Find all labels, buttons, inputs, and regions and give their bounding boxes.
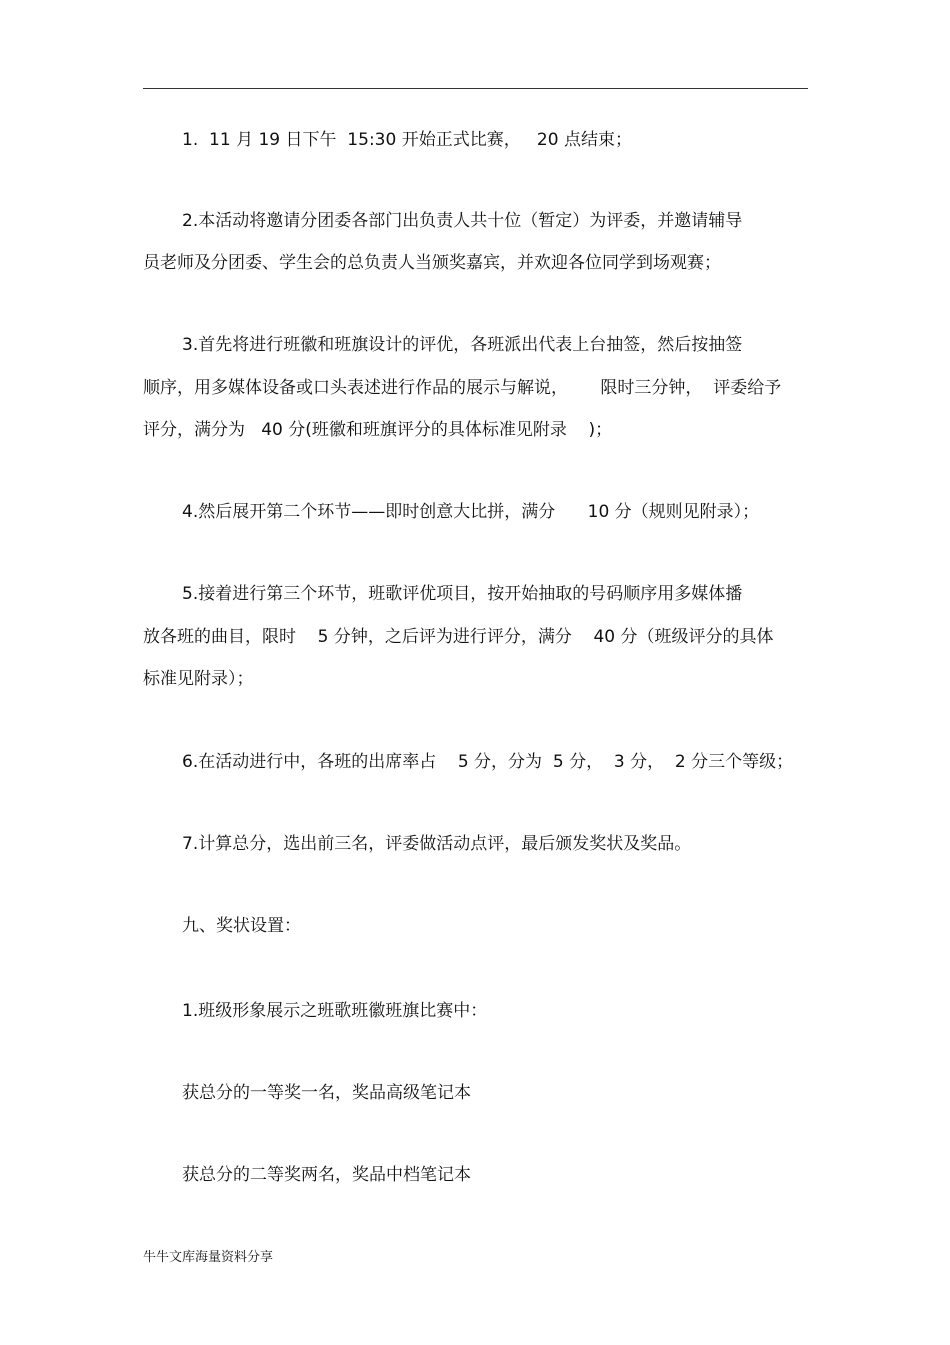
item-3-line-2: 顺序，用多媒体设备或口头表述进行作品的展示与解说， 限时三分钟， 评委给予 bbox=[143, 378, 782, 398]
second-prize-text: 获总分的二等奖两名，奖品中档笔记本 bbox=[182, 1165, 471, 1185]
item-5-line-1: 5.接着进行第三个环节，班歌评优项目，按开始抽取的号码顺序用多媒体播 bbox=[182, 584, 743, 604]
item-5-line-3: 标准见附录）； bbox=[143, 669, 254, 689]
item-6-text: 6.在活动进行中，各班的出席率占 5 分，分为 5 分， 3 分， 2 分三个等级； bbox=[182, 752, 794, 772]
item-7-text: 7.计算总分，选出前三名，评委做活动点评，最后颁发奖状及奖品。 bbox=[182, 834, 692, 854]
item-2-line-2: 员老师及分团委、学生会的总负责人当颁奖嘉宾，并欢迎各位同学到场观赛； bbox=[143, 253, 721, 273]
section-9-heading: 九、奖状设置： bbox=[182, 916, 301, 936]
header-rule bbox=[143, 88, 808, 89]
item-2-line-1: 2.本活动将邀请分团委各部门出负责人共十位（暂定）为评委，并邀请辅导 bbox=[182, 211, 743, 231]
award-item-1: 1.班级形象展示之班歌班徽班旗比赛中： bbox=[182, 1001, 488, 1021]
item-1-text: 1. 11 月 19 日下午 15:30 开始正式比赛， 20 点结束； bbox=[182, 130, 632, 150]
item-3-line-1: 3.首先将进行班徽和班旗设计的评优，各班派出代表上台抽签，然后按抽签 bbox=[182, 335, 743, 355]
item-4-text: 4.然后展开第二个环节——即时创意大比拼，满分 10 分（规则见附录）； bbox=[182, 502, 760, 522]
item-5-line-2: 放各班的曲目，限时 5 分钟，之后评为进行评分，满分 40 分（班级评分的具体 bbox=[143, 627, 774, 647]
first-prize-text: 获总分的一等奖一名，奖品高级笔记本 bbox=[182, 1083, 471, 1103]
item-3-line-3: 评分，满分为 40 分(班徽和班旗评分的具体标准见附录 )； bbox=[143, 420, 613, 440]
page-footer: 牛牛文库海量资料分享 bbox=[143, 1250, 274, 1265]
